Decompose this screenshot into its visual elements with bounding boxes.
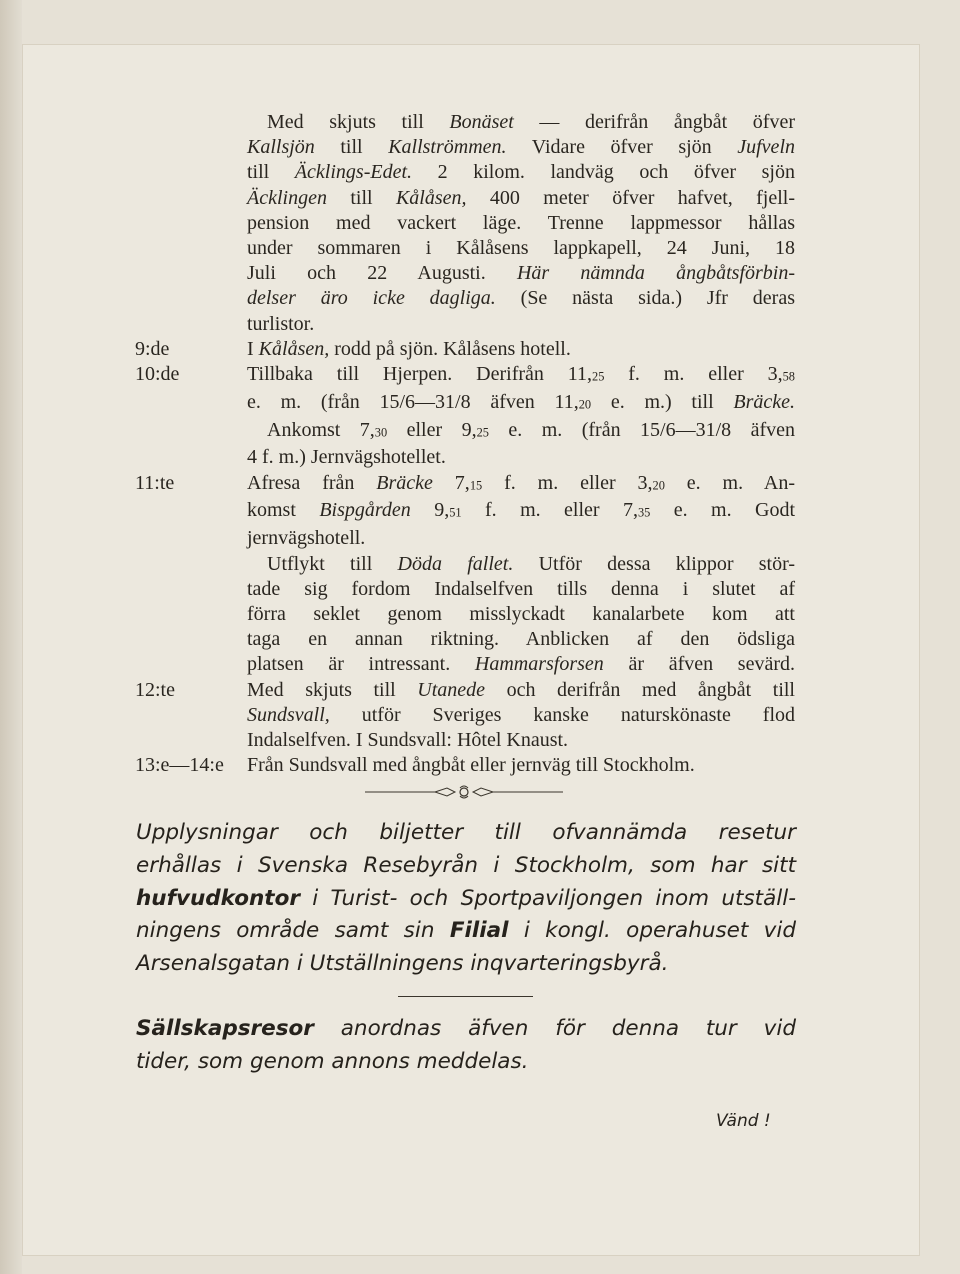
text-line: Äcklingen till Kålåsen, 400 meter öfver hafvet, fjell-	[247, 186, 796, 209]
text-line: delser äro icke dagliga. (Se nästa sida.) Jfr deras	[247, 287, 796, 310]
text-line: Från Sundsvall med ångbåt eller jernväg till Stockholm.	[247, 754, 695, 777]
text-line: Indalselfven. I Sundsvall: Hôtel Knaust.	[247, 728, 569, 751]
notice-line: erhållas i Svenska Resebyrån i Stockholm, som har sitt	[136, 852, 796, 878]
day-entry	[135, 753, 800, 778]
divider-rule	[398, 996, 533, 997]
text-line: pension med vackert läge. Trenne lappmessor hållas	[247, 211, 795, 234]
text-line: förra seklet genom misslyckadt kanalarbete kom att	[247, 602, 795, 625]
notice-line: hufvudkontor i Turist- och Sportpaviljongen inom utställ-	[136, 885, 796, 911]
text-line: I Kålåsen, rodd på sjön. Kålåsens hotell.	[247, 337, 571, 360]
text-line: Tillbaka till Hjerpen. Derifrån 11,25 f. m. eller 3,58	[247, 363, 795, 386]
text-line: Sundsvall, utför Sveriges kanske naturskönaste flod	[247, 703, 795, 726]
turn-page-label: Vänd !	[716, 1111, 771, 1131]
text-line: taga en annan riktning. Anblicken af den ödsliga	[247, 628, 795, 651]
day-label: 9:de	[135, 337, 170, 360]
text-line: Med skjuts till Bonäset — derifrån ångbåt öfver	[267, 111, 795, 133]
notice-line: ningens område samt sin Filial i kongl. operahuset vid	[136, 918, 796, 944]
day-entry	[135, 678, 800, 754]
day-label: 13:e—14:e	[135, 754, 224, 777]
text-line: Juli och 22 Augusti. Här nämnda ångbåtsförbin-	[247, 262, 795, 285]
day-entry	[135, 471, 800, 678]
booking-notice	[136, 817, 796, 981]
notice-line: Upplysningar och biljetter till ofvannämda resetur	[136, 820, 796, 845]
text-line: Ankomst 7,30 eller 9,25 e. m. (från 15/6—31/8 äfven	[267, 418, 795, 441]
text-line: jernvägshotell.	[247, 527, 366, 550]
notice-line: Arsenalsgatan i Utställningens inqvarteringsbyrå.	[136, 951, 669, 977]
text-line: tade sig fordom Indalselfven tills denna i slutet af	[247, 577, 795, 600]
day-entry	[135, 362, 800, 471]
text-line: turlistor.	[247, 312, 315, 335]
text-line: till Äcklings-Edet. 2 kilom. landväg och öfver sjön	[247, 161, 795, 184]
text-line: Kallsjön till Kallströmmen. Vidare öfver sjön Jufveln	[247, 136, 795, 159]
text-line: platsen är intressant. Hammarsforsen är äfven sevärd.	[247, 653, 795, 676]
ornament-divider-icon	[365, 784, 563, 800]
text-line: Med skjuts till Utanede och derifrån med ångbåt till	[247, 678, 795, 701]
day-label: 11:te	[135, 471, 175, 494]
itinerary-intro	[135, 110, 800, 337]
day-entry	[135, 337, 800, 362]
itinerary	[135, 110, 800, 778]
text-line: under sommaren i Kålåsens lappkapell, 24 Juni, 18	[247, 237, 795, 260]
binding-fold	[0, 0, 22, 1274]
group-tours-notice	[136, 1013, 796, 1079]
day-label: 12:te	[135, 678, 175, 701]
notice-line: Sällskapsresor anordnas äfven för denna tur vid	[136, 1016, 796, 1041]
notice-line: tider, som genom annons meddelas.	[136, 1048, 529, 1074]
text-line: Utflykt till Döda fallet. Utför dessa klippor stör-	[267, 552, 796, 575]
text-line: komst Bispgården 9,51 f. m. eller 7,35 e. m. Godt	[247, 499, 796, 522]
text-line: e. m. (från 15/6—31/8 äfven 11,20 e. m.) till Bräcke.	[247, 390, 796, 413]
intro-text	[247, 110, 795, 337]
text-line: Afresa från Bräcke 7,15 f. m. eller 3,20 e. m. An-	[247, 471, 796, 494]
day-label: 10:de	[135, 363, 180, 386]
text-line: 4 f. m.) Jernvägshotellet.	[247, 446, 446, 469]
